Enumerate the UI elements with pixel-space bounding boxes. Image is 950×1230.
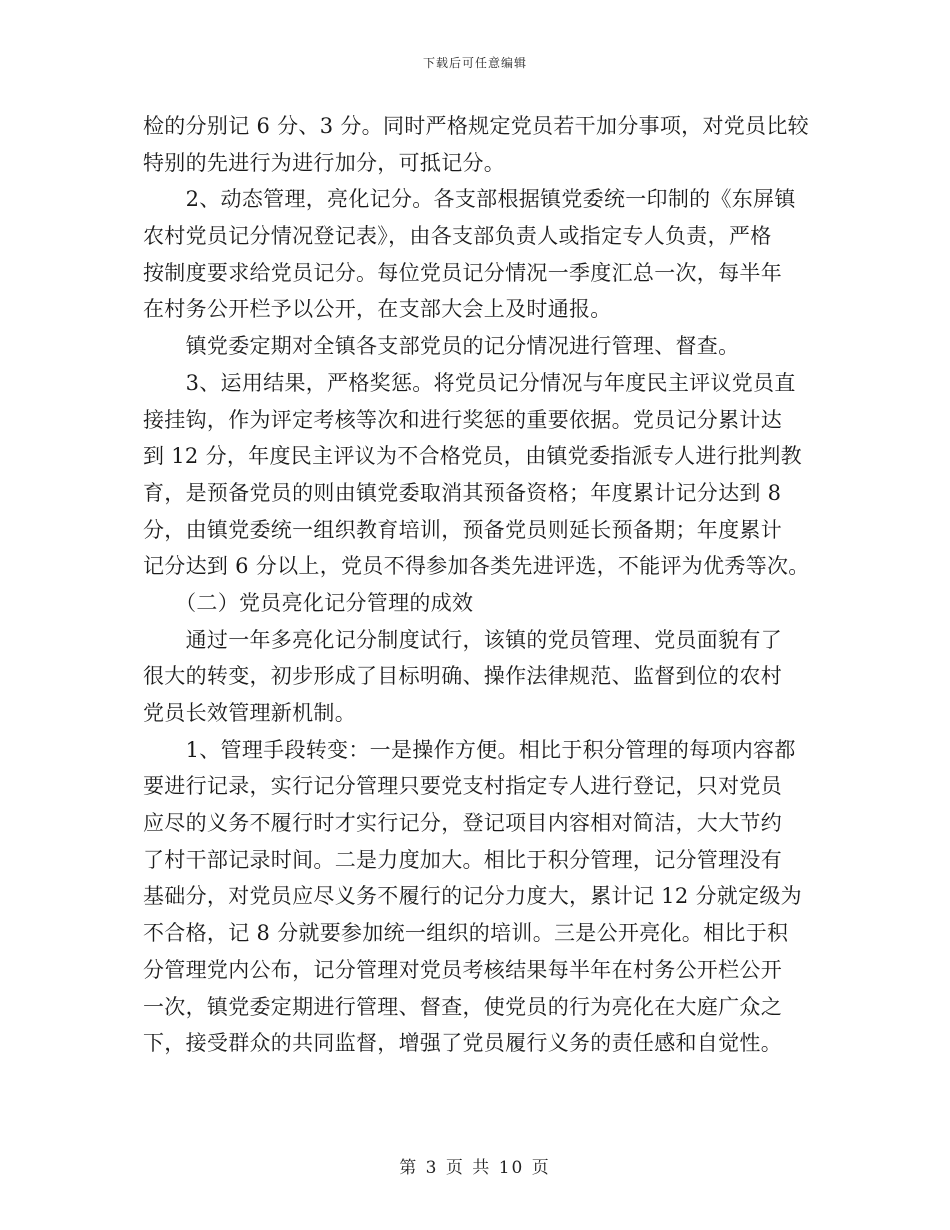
text-line: 应尽的义务不履行时才实行记分，登记项目内容相对简洁，大大节约 <box>143 811 782 836</box>
text-line: 1、管理手段转变：一是操作方便。相比于积分管理的每项内容都 <box>143 737 796 762</box>
text-line: 分，由镇党委统一组织教育培训，预备党员则延长预备期；年度累计 <box>143 517 782 542</box>
text-line: 育，是预备党员的则由镇党委取消其预备资格；年度累计记分达到 8 <box>143 480 782 505</box>
text-line: 镇党委定期对全镇各支部党员的记分情况进行管理、督查。 <box>143 334 740 359</box>
page-header: 下载后可任意编辑 <box>422 56 527 70</box>
text-line: 很大的转变，初步形成了目标明确、操作法律规范、监督到位的农村 <box>143 664 782 689</box>
text-line: 了村干部记录时间。二是力度加大。相比于积分管理，记分管理没有 <box>143 847 782 872</box>
text-line: 通过一年多亮化记分制度试行，该镇的党员管理、党员面貌有了 <box>143 627 782 652</box>
text-line: 在村务公开栏予以公开，在支部大会上及时通报。 <box>143 297 612 322</box>
text-line: 不合格，记 8 分就要参加统一组织的培训。三是公开亮化。相比于积 <box>143 921 789 946</box>
text-line: 特别的先进行为进行加分，可抵记分。 <box>143 150 506 175</box>
text-line: 要进行记录，实行记分管理只要党支村指定专人进行登记，只对党员 <box>143 774 782 799</box>
text-line: 2、动态管理，亮化记分。各支部根据镇党委统一印制的《东屏镇 <box>143 187 796 212</box>
text-line: 到 12 分，年度民主评议为不合格党员，由镇党委指派专人进行批判教 <box>143 444 802 469</box>
text-line: 农村党员记分情况登记表》，由各支部负责人或指定专人负责，严格 <box>143 224 772 249</box>
document-body <box>143 108 808 1062</box>
text-line: 一次，镇党委定期进行管理、督查，使党员的行为亮化在大庭广众之 <box>143 994 782 1019</box>
text-line: 基础分，对党员应尽义务不履行的记分力度大，累计记 12 分就定级为 <box>143 884 802 909</box>
text-line: 检的分别记 6 分、3 分。同时严格规定党员若干加分事项，对党员比较 <box>143 114 809 138</box>
text-line: 党员长效管理新机制。 <box>143 701 356 725</box>
text-line: 接挂钩，作为评定考核等次和进行奖惩的重要依据。党员记分累计达 <box>143 407 782 432</box>
text-line: 记分达到 6 分以上，党员不得参加各类先进评选，不能评为优秀等次。 <box>143 554 810 579</box>
section-heading: （二）党员亮化记分管理的成效 <box>143 590 474 615</box>
page-footer: 第 3 页 共 10 页 <box>399 1158 551 1178</box>
text-line: 下，接受群众的共同监督，增强了党员履行义务的责任感和自觉性。 <box>143 1031 782 1056</box>
text-line: 3、运用结果，严格奖惩。将党员记分情况与年度民主评议党员直 <box>143 370 796 395</box>
text-line: 按制度要求给党员记分。每位党员记分情况一季度汇总一次，每半年 <box>143 260 782 285</box>
text-line: 分管理党内公布，记分管理对党员考核结果每半年在村务公开栏公开 <box>143 957 782 982</box>
